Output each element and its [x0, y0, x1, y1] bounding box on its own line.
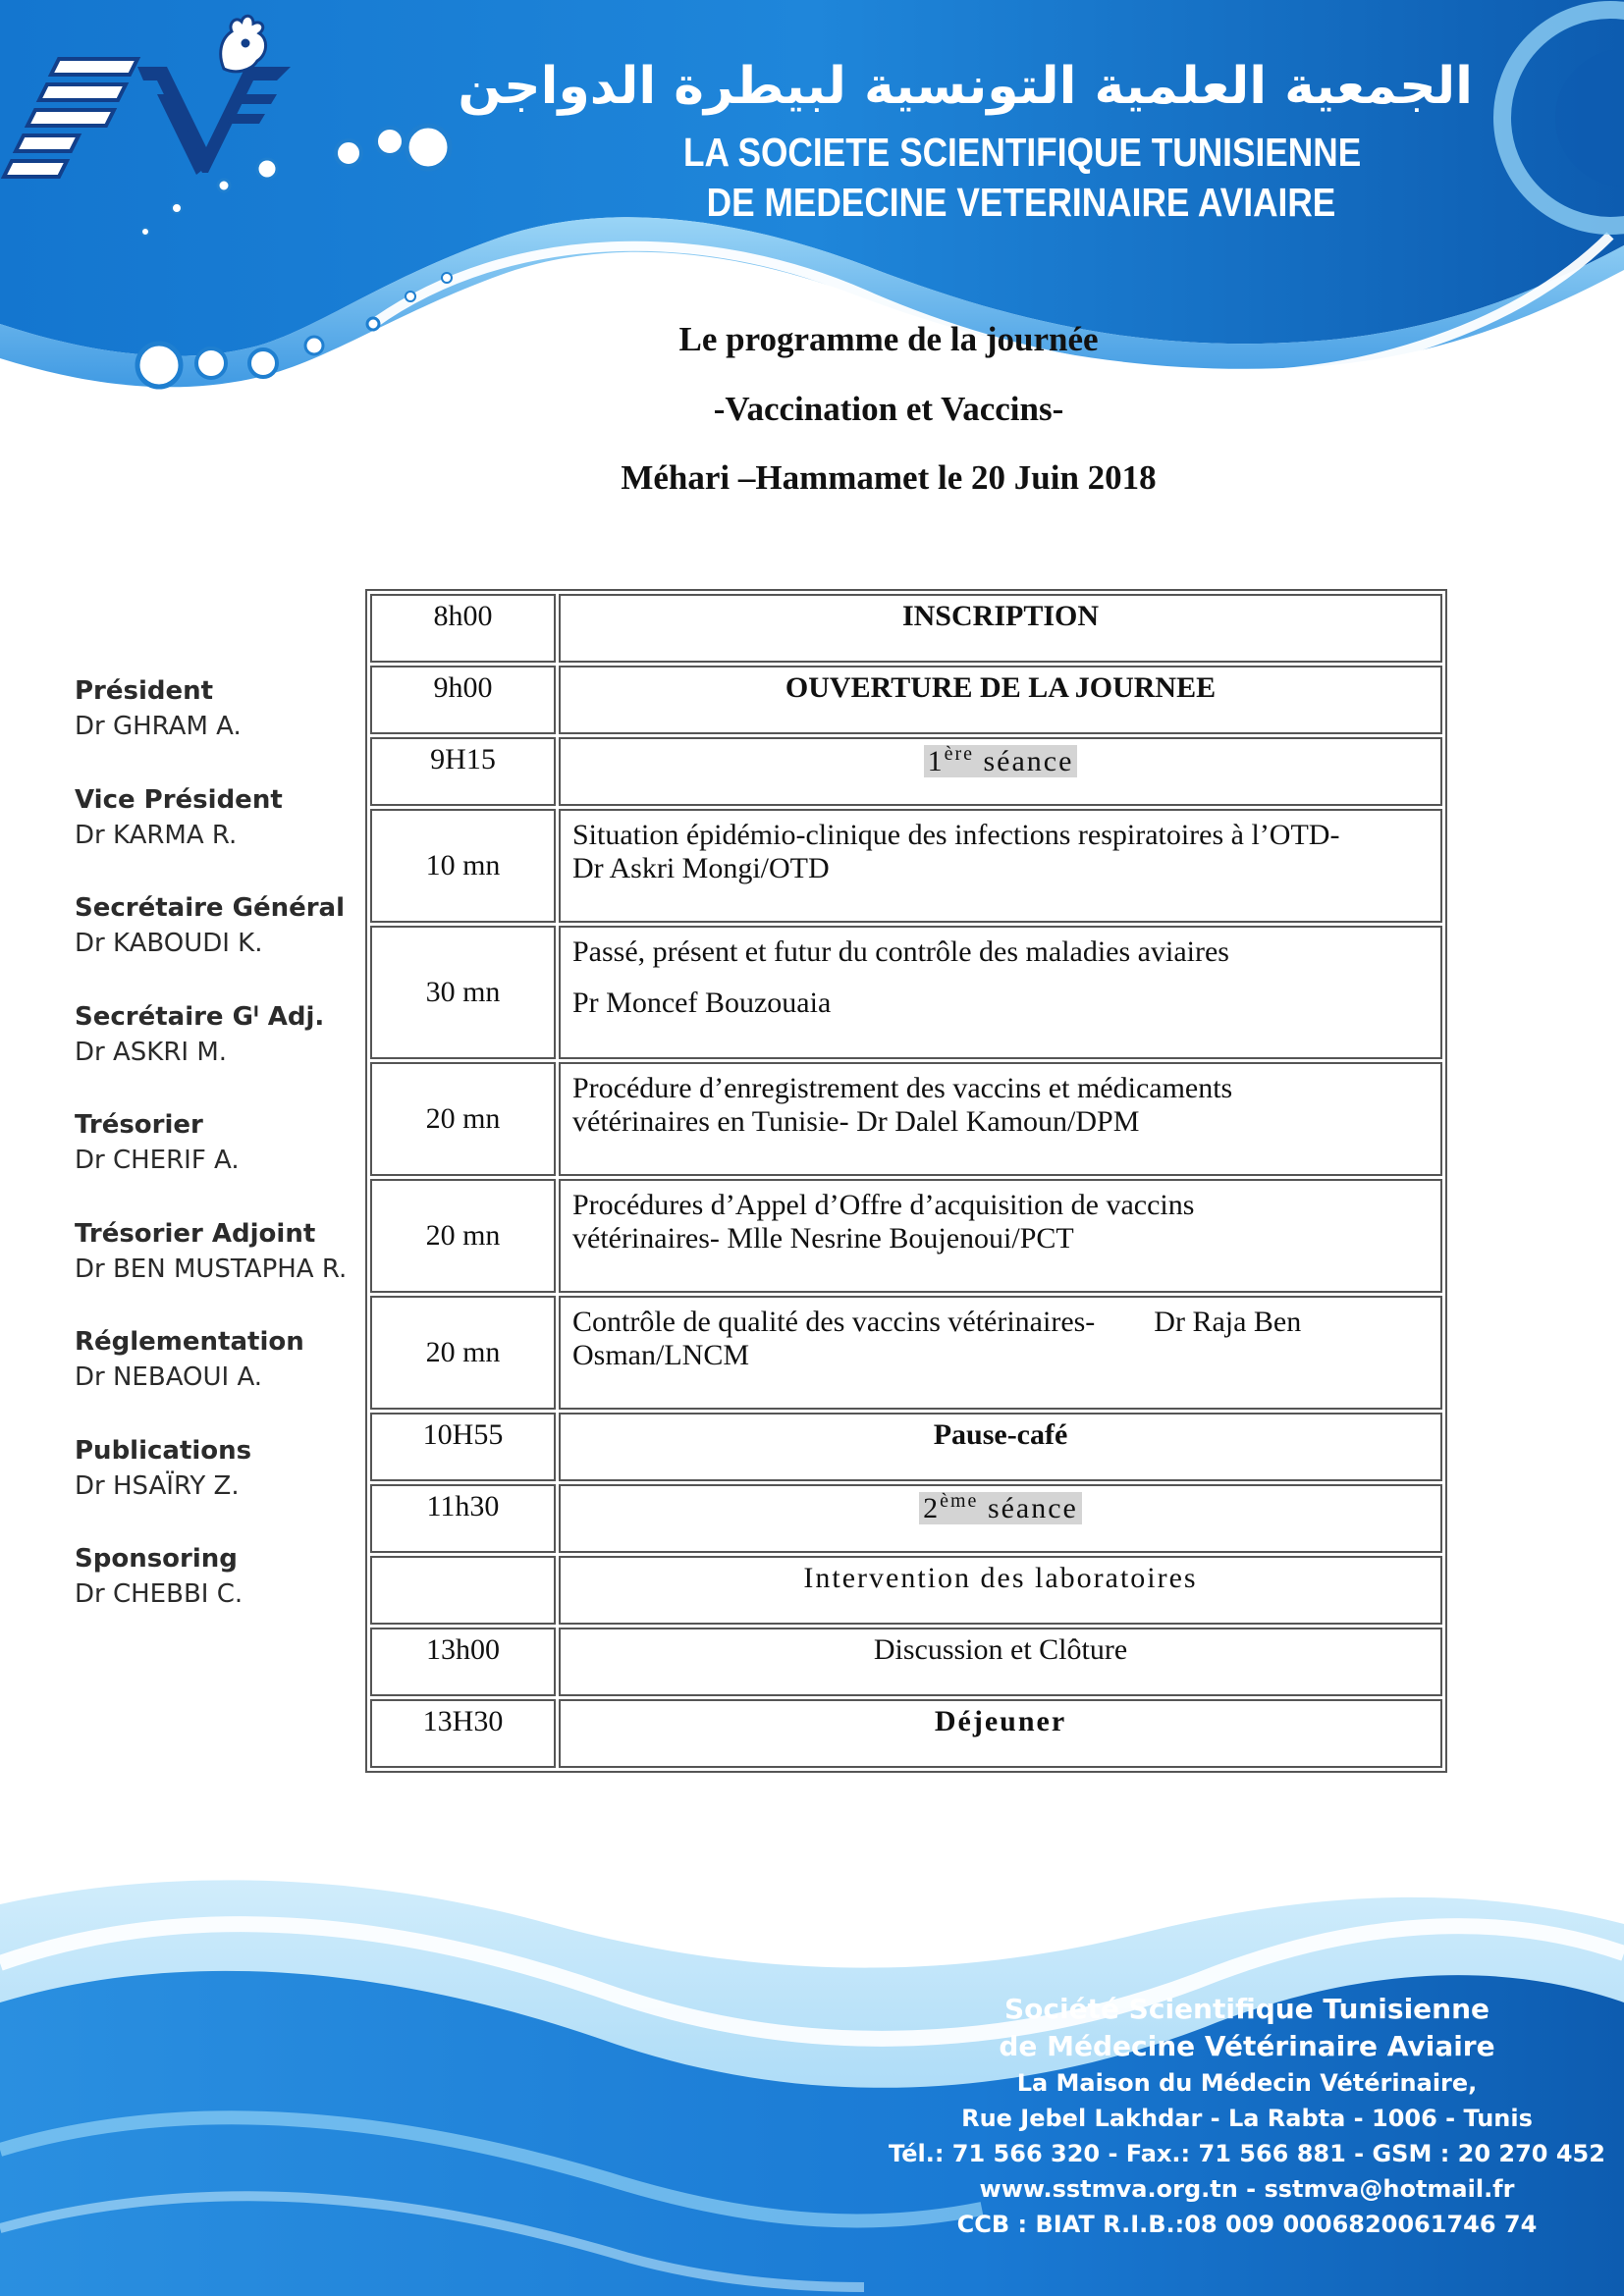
seance-highlight: [924, 745, 1078, 777]
committee-member: [75, 1216, 369, 1325]
program-location-date: Méhari –Hammamet le 20 Juin 2018: [621, 458, 1157, 497]
talk-description: [559, 1062, 1442, 1176]
session-time: [370, 1556, 556, 1625]
committee-member: [75, 1107, 369, 1216]
contact-block: [884, 1991, 1610, 2242]
table-row: [370, 1413, 1442, 1481]
talk-speaker: vétérinaires en Tunisie- Dr Dalel Kamoun/DPM: [572, 1105, 1140, 1138]
member-name: Dr CHERIF A.: [75, 1146, 240, 1175]
session-title: INSCRIPTION: [559, 594, 1442, 663]
footer-web-email: www.sstmva.org.tn - sstmva@hotmail.fr: [979, 2175, 1515, 2203]
member-name: Dr HSAÏRY Z.: [75, 1470, 240, 1501]
seance-word: séance: [987, 1492, 1078, 1524]
committee-member: [75, 1324, 369, 1433]
program-table: [365, 589, 1447, 1773]
society-logo-icon: [0, 0, 304, 196]
talk-line: Procédure d’enregistrement des vaccins et médicaments: [572, 1072, 1233, 1104]
table-row: [370, 666, 1442, 734]
member-name: Dr ASKRI M.: [75, 1037, 228, 1067]
table-row: [370, 1296, 1442, 1410]
table-row: [370, 1556, 1442, 1625]
committee-member: [75, 1433, 369, 1542]
talk-speaker: Pr Moncef Bouzouaia: [572, 987, 832, 1019]
talk-line: Passé, présent et futur du contrôle des maladies aviaires: [572, 935, 1229, 968]
member-role: Publications: [75, 1435, 252, 1466]
committee-member: [75, 673, 369, 782]
member-role: Trésorier: [75, 1110, 203, 1140]
seance-heading: [559, 1484, 1442, 1553]
footer-address-building: La Maison du Médecin Vétérinaire,: [1016, 2069, 1478, 2097]
session-title: Déjeuner: [559, 1699, 1442, 1768]
session-time: 13h00: [370, 1628, 556, 1696]
table-row: [370, 737, 1442, 806]
member-name: Dr KARMA R.: [75, 820, 238, 850]
session-time: 8h00: [370, 594, 556, 663]
footer-bank: CCB : BIAT R.I.B.:08 009 0006820061746 74: [956, 2211, 1538, 2238]
talk-description: [559, 1179, 1442, 1293]
session-title: Discussion et Clôture: [559, 1628, 1442, 1696]
session-time: 11h30: [370, 1484, 556, 1553]
member-name: Dr CHEBBI C.: [75, 1579, 244, 1609]
member-role: Sponsoring: [75, 1544, 238, 1574]
session-title: Intervention des laboratoires: [559, 1556, 1442, 1625]
footer-banner: [0, 1855, 1624, 2296]
table-row: [370, 1484, 1442, 1553]
seance-heading: [559, 737, 1442, 806]
talk-speaker: vétérinaires- Mlle Nesrine Boujenoui/PCT: [572, 1222, 1074, 1255]
org-name-line1: LA SOCIETE SCIENTIFIQUE TUNISIENNE: [683, 130, 1362, 175]
seance-number: 1: [927, 745, 945, 777]
talk-speaker: Osman/LNCM: [572, 1339, 749, 1371]
member-name: Dr KABOUDI K.: [75, 929, 263, 958]
session-time: 13H30: [370, 1699, 556, 1768]
footer-org-name-line2: de Médecine Vétérinaire Aviaire: [999, 2030, 1495, 2062]
member-name: Dr BEN MUSTAPHA R.: [75, 1254, 348, 1284]
committee-sidebar: [75, 673, 369, 1650]
seance-number: 2: [923, 1492, 941, 1524]
table-row: [370, 594, 1442, 663]
member-role: Vice Président: [75, 784, 283, 815]
session-duration: 20 mn: [370, 1062, 556, 1176]
member-role: Réglementation: [75, 1327, 304, 1357]
committee-member: [75, 1541, 369, 1650]
member-role: Trésorier Adjoint: [75, 1218, 316, 1249]
program-subtitle: -Vaccination et Vaccins-: [713, 390, 1064, 428]
session-time: 10H55: [370, 1413, 556, 1481]
seance-highlight: [919, 1492, 1082, 1524]
talk-speaker: Dr Askri Mongi/OTD: [572, 852, 830, 884]
session-duration: 10 mn: [370, 809, 556, 923]
talk-line: Situation épidémio-clinique des infections respiratoires à l’OTD-: [572, 819, 1340, 851]
member-role: Secrétaire Général: [75, 893, 346, 923]
table-row: [370, 809, 1442, 923]
session-time: 9H15: [370, 737, 556, 806]
seance-ordinal: ère: [944, 743, 974, 765]
session-time: 9h00: [370, 666, 556, 734]
committee-member: [75, 999, 369, 1108]
member-role: Président: [75, 676, 214, 706]
committee-member: [75, 782, 369, 891]
talk-line: Contrôle de qualité des vaccins vétérinaires- Dr Raja Ben: [572, 1306, 1302, 1338]
footer-address-street: Rue Jebel Lakhdar - La Rabta - 1006 - Tunis: [961, 2105, 1533, 2132]
session-duration: 30 mn: [370, 926, 556, 1059]
org-name-line2: DE MEDECINE VETERINAIRE AVIAIRE: [706, 180, 1336, 225]
table-row: [370, 926, 1442, 1059]
talk-description: [559, 1296, 1442, 1410]
session-title: Pause-café: [559, 1413, 1442, 1481]
table-row: [370, 1179, 1442, 1293]
footer-phone: Tél.: 71 566 320 - Fax.: 71 566 881 - GSM : 20 270 452: [889, 2140, 1605, 2167]
table-row: [370, 1699, 1442, 1768]
member-name: Dr NEBAOUI A.: [75, 1362, 263, 1392]
table-row: [370, 1628, 1442, 1696]
seance-ordinal: ème: [940, 1490, 979, 1512]
talk-line: Procédures d’Appel d’Offre d’acquisition de vaccins: [572, 1189, 1195, 1221]
talk-description: [559, 809, 1442, 923]
session-title: OUVERTURE DE LA JOURNEE: [559, 666, 1442, 734]
member-role: Secrétaire Gˡ Adj.: [75, 1001, 325, 1032]
member-name: Dr GHRAM A.: [75, 712, 242, 741]
org-name-arabic: الجمعية العلمية التونسية لبيطرة الدواجن: [458, 57, 1473, 116]
table-row: [370, 1062, 1442, 1176]
committee-member: [75, 890, 369, 999]
session-duration: 20 mn: [370, 1179, 556, 1293]
talk-description: [559, 926, 1442, 1059]
footer-org-name: Société Scientifique Tunisienne: [1003, 1993, 1490, 2025]
seance-word: séance: [983, 745, 1074, 777]
program-title: Le programme de la journée: [678, 320, 1099, 358]
session-duration: 20 mn: [370, 1296, 556, 1410]
